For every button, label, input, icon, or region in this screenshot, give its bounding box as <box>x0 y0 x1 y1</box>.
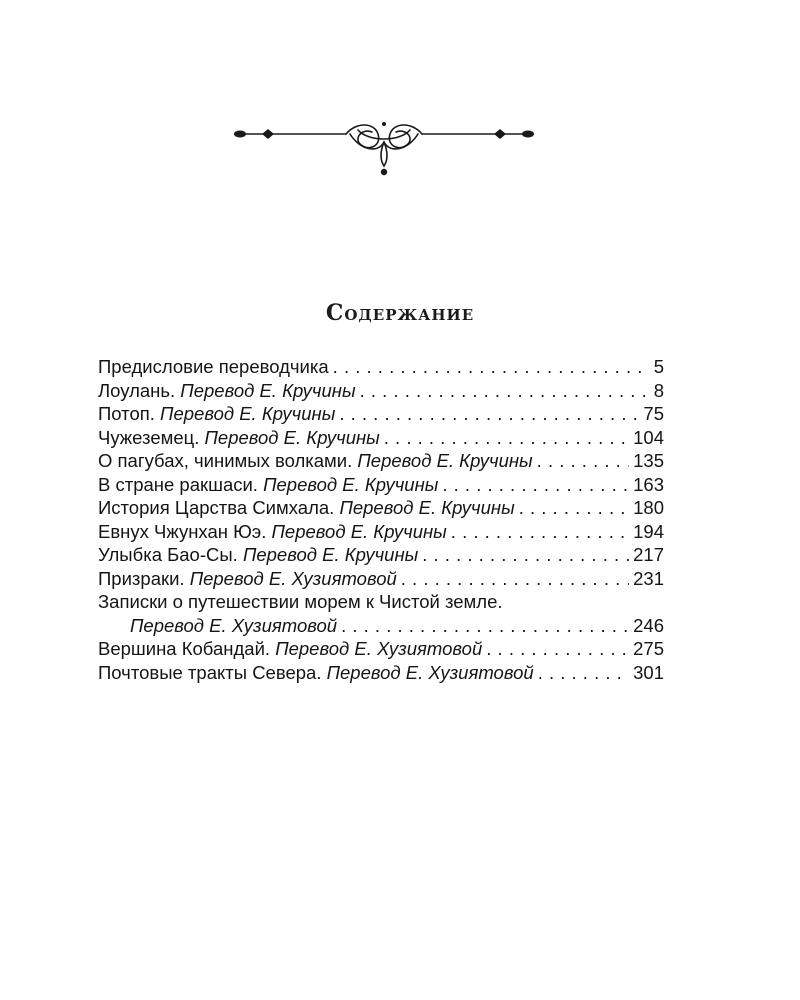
toc-entry[interactable] <box>98 449 664 473</box>
toc-entry[interactable] <box>98 661 664 685</box>
toc-entry[interactable] <box>98 567 664 591</box>
toc-entry[interactable] <box>98 637 664 661</box>
toc-entry[interactable] <box>98 496 664 520</box>
toc-entry[interactable] <box>98 590 664 614</box>
dot-leader <box>537 449 629 473</box>
toc-entry[interactable] <box>98 355 664 379</box>
toc-entry-title: Евнух Чжунхан Юэ. <box>98 520 267 542</box>
toc-page-number: 135 <box>633 450 664 471</box>
dot-leader <box>333 355 650 379</box>
toc-entry-continuation[interactable] <box>98 614 664 638</box>
dot-leader <box>519 496 629 520</box>
toc-page-number: 275 <box>633 638 664 659</box>
dot-leader <box>442 473 629 497</box>
toc-entry[interactable] <box>98 426 664 450</box>
toc-entry-translator: Перевод Е. Кручины <box>242 544 419 565</box>
toc-entry-translator: Перевод Е. Хузиятовой <box>326 661 534 683</box>
toc-entry-translator: Перевод Е. Кручины <box>357 450 533 471</box>
toc-entry-translator: Перевод Е. Кручины <box>263 473 439 495</box>
toc-entry-translator: Перевод Е. Кручины <box>180 379 356 401</box>
toc-page-number: 104 <box>633 426 664 448</box>
toc-entry-title: В стране ракшаси. <box>98 473 258 495</box>
decorative-ornament <box>228 120 540 184</box>
toc-entry-title: Чужеземец. <box>98 426 200 448</box>
toc-entry-title: Записки о путешествии морем к Чистой земле. <box>98 591 503 612</box>
dot-leader <box>538 661 629 685</box>
dot-leader <box>451 520 629 544</box>
toc-entry-title: Потоп. <box>98 403 155 424</box>
toc-entry-translator: Перевод Е. Кручины <box>271 520 447 542</box>
toc-entry-translator: Перевод Е. Кручины <box>204 426 380 448</box>
toc-entry[interactable] <box>98 543 664 567</box>
toc-page-number: 217 <box>633 544 664 565</box>
toc-entry[interactable] <box>98 520 664 544</box>
toc-entry-translator: Перевод Е. Кручины <box>339 497 515 518</box>
toc-entry-title: Почтовые тракты Севера. <box>98 661 322 683</box>
toc-entry-translator: Перевод Е. Кручины <box>160 403 336 424</box>
dot-leader <box>486 637 629 661</box>
toc-page-number: 8 <box>653 379 664 401</box>
toc-entry-title: О пагубах, чинимых волками. <box>98 450 353 471</box>
toc-entry-translator: Перевод Е. Хузиятовой <box>275 638 483 659</box>
page-title: Содержание <box>325 300 475 326</box>
dot-leader <box>339 402 639 426</box>
toc-page-number: 180 <box>633 497 664 518</box>
dot-leader <box>341 614 629 638</box>
toc-entry-title: История Царства Симхала. <box>98 497 335 518</box>
dot-leader <box>360 379 650 403</box>
toc-entry-title: Лоулань. <box>98 379 176 401</box>
toc-entry-title: Предисловие переводчика <box>98 356 329 377</box>
toc-page-number: 163 <box>633 473 664 495</box>
toc-page-number: 231 <box>633 567 664 589</box>
toc-entry[interactable] <box>98 379 664 403</box>
dot-leader <box>422 543 629 567</box>
toc-page-number: 301 <box>633 661 664 683</box>
toc-page-number: 194 <box>633 520 664 542</box>
toc-page-number: 75 <box>643 403 664 424</box>
toc-page-number: 246 <box>633 614 664 636</box>
toc-entry-title: Призраки. <box>98 567 185 589</box>
toc-entry[interactable] <box>98 402 664 426</box>
toc-entry-translator: Перевод Е. Хузиятовой <box>189 567 397 589</box>
table-of-contents <box>98 355 664 684</box>
toc-entry-title: Вершина Кобандай. <box>98 638 271 659</box>
toc-page-number: 5 <box>653 356 664 377</box>
toc-entry-title: Улыбка Бао-Сы. <box>98 544 238 565</box>
toc-entry[interactable] <box>98 473 664 497</box>
dot-leader <box>401 567 629 591</box>
toc-entry-translator: Перевод Е. Хузиятовой <box>130 614 338 636</box>
dot-leader <box>384 426 629 450</box>
